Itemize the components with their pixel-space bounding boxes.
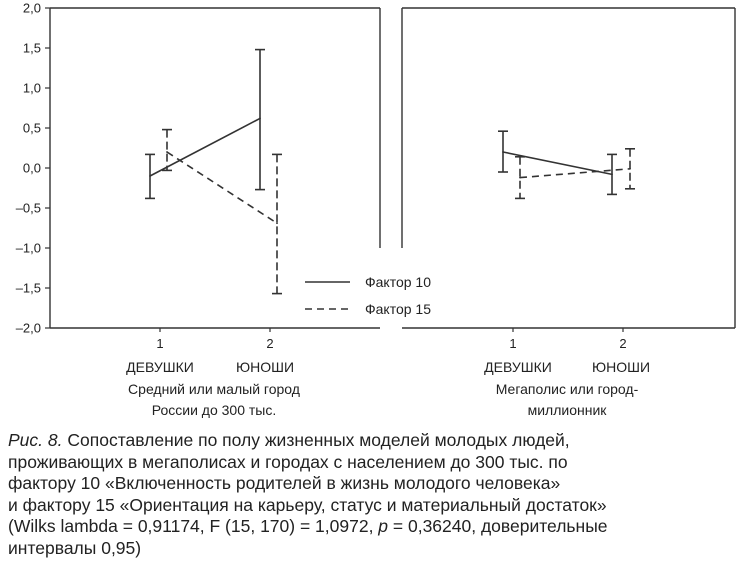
category-label: ДЕВУШКИ xyxy=(126,359,194,375)
caption-text: (Wilks lambda = 0,91174, F (15, 170) = 1,0972, xyxy=(8,516,379,536)
data-point xyxy=(276,222,278,224)
caption-lead: Рис. 8. xyxy=(8,430,63,450)
caption-line: и фактору 15 «Ориентация на карьеру, статус и материальный достаток» xyxy=(8,494,607,515)
caption-line xyxy=(8,516,733,538)
y-tick-label: 0,0 xyxy=(22,160,41,176)
caption-p-symbol: p xyxy=(378,516,389,536)
group-label-line: миллионник xyxy=(527,402,607,418)
caption-line: интервалы 0,95) xyxy=(8,537,142,558)
y-tick-label: –2,0 xyxy=(15,320,41,336)
category-label: ЮНОШИ xyxy=(591,359,651,375)
group-label-line: Средний или малый город xyxy=(128,381,300,397)
legend-label: Фактор 15 xyxy=(365,301,432,317)
left-panel-x-axis xyxy=(126,328,300,418)
category-label: ЮНОШИ xyxy=(235,359,295,375)
x-tick-label: 1 xyxy=(509,336,517,351)
x-tick-label: 1 xyxy=(156,336,164,351)
caption-text: = 0,36240, доверительные xyxy=(388,516,608,536)
y-axis xyxy=(16,1,50,336)
data-point xyxy=(259,118,261,120)
y-tick-label: –1,0 xyxy=(15,240,41,256)
y-tick-label: –1,5 xyxy=(15,280,41,296)
x-tick-label: 2 xyxy=(266,336,274,351)
caption-line xyxy=(8,430,733,452)
right-panel-x-axis xyxy=(484,328,650,418)
data-point xyxy=(502,151,504,153)
y-tick-label: 0,5 xyxy=(22,120,41,136)
y-tick-label: –0,5 xyxy=(15,200,41,216)
left-panel-frame xyxy=(50,8,380,328)
caption-line: проживающих в мегаполисах и городах с населением до 300 тыс. по xyxy=(8,451,568,472)
data-point xyxy=(629,168,631,170)
data-point xyxy=(149,175,151,177)
y-tick-label: 1,5 xyxy=(22,40,41,56)
caption-text: Сопоставление по полу жизненных моделей молодых людей, xyxy=(67,430,570,450)
y-tick-label: 2,0 xyxy=(22,0,41,16)
category-label: ДЕВУШКИ xyxy=(484,359,552,375)
plot-area xyxy=(145,50,635,294)
figure-caption xyxy=(8,430,733,559)
y-tick-label: 1,0 xyxy=(22,80,41,96)
legend-label: Фактор 10 xyxy=(365,274,432,290)
x-tick-label: 2 xyxy=(619,336,627,351)
data-point xyxy=(519,177,521,179)
group-label-line: России до 300 тыс. xyxy=(151,402,277,418)
data-point xyxy=(611,174,613,176)
series-line xyxy=(520,169,630,178)
data-point xyxy=(166,151,168,153)
group-label-line: Мегаполис или город- xyxy=(495,381,639,397)
legend xyxy=(305,274,431,317)
right-panel-frame xyxy=(402,8,735,328)
caption-line: фактору 10 «Включенность родителей в жизнь молодого человека» xyxy=(8,473,561,493)
